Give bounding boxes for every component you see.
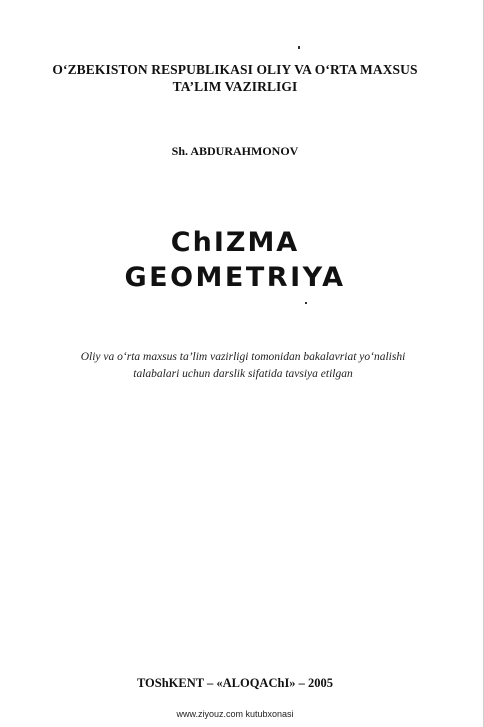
- approval-note-line2: talabalari uchun darslik sifatida tavsiya etilgan: [133, 368, 353, 380]
- source-footer: www.ziyouz.com kutubxonasi: [176, 709, 294, 719]
- approval-note-line1: Oliy va o‘rta maxsus ta’lim vazirligi tomonidan bakalavriat yo‘nalishi: [80, 351, 406, 363]
- ministry-name-line2: TA’LIM VAZIRLIGI: [172, 79, 298, 94]
- scan-speck: [305, 302, 307, 304]
- book-title-line1: ChIZMA: [170, 227, 300, 258]
- book-title-line2: GEOMETRIYA: [124, 262, 346, 293]
- scan-speck: [298, 46, 300, 49]
- author-name: Sh. ABDURAHMONOV: [171, 144, 299, 158]
- publisher-imprint: TOShKENT – «ALOQAChI» – 2005: [136, 676, 334, 690]
- ministry-name-line1: O‘ZBEKISTON RESPUBLIKASI OLIY VA O‘RTA MAXSUS: [52, 62, 418, 77]
